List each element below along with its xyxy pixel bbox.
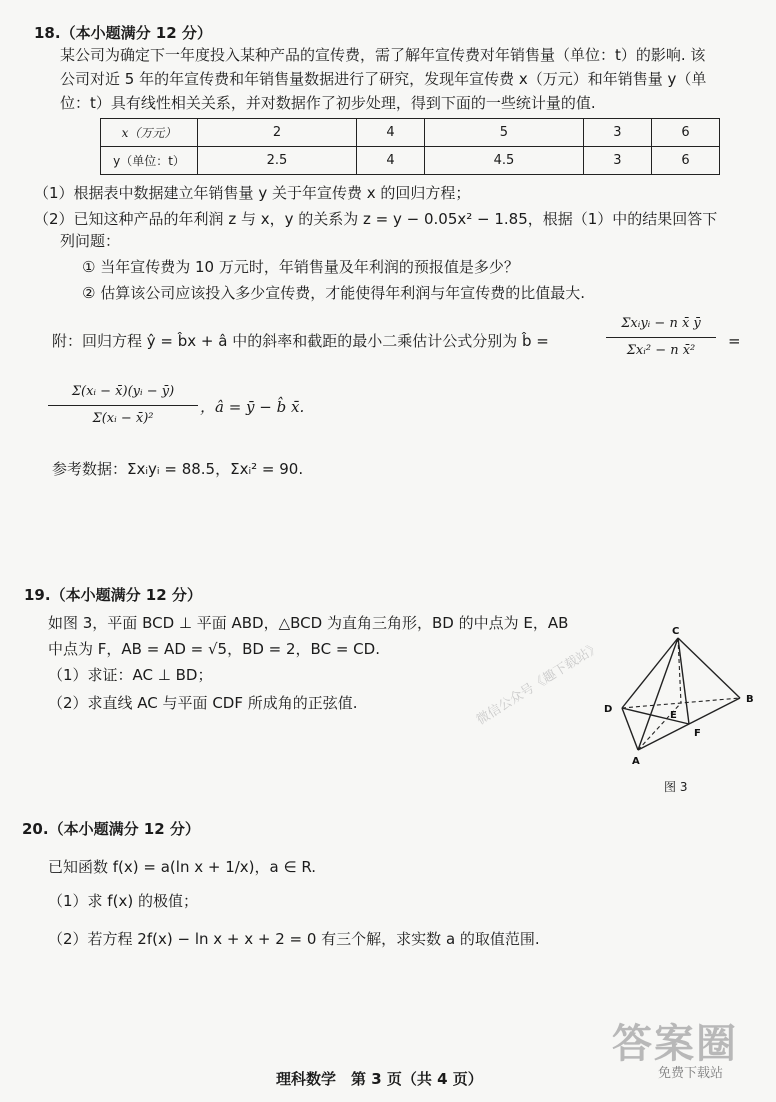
q18-equals: =: [728, 332, 741, 350]
q20-heading: 20.（本小题满分 12 分）: [22, 820, 200, 838]
q18-fraction2-numerator: Σ(xᵢ − x̄)(yᵢ − ȳ): [71, 384, 175, 399]
vertex-label-C: C: [672, 626, 680, 637]
q18-fraction2-denominator: Σ(xᵢ − x̄)²: [92, 411, 154, 426]
table-cell: 6: [651, 119, 719, 147]
q19-sub2: （2）求直线 AC 与平面 CDF 所成角的正弦值.: [48, 694, 358, 712]
q18-fraction2-bar: [48, 405, 198, 406]
q18-note-prefix: 附：回归方程 ŷ = b̂x + â 中的斜率和截距的最小二乘估计公式分别为 b̂ =: [52, 332, 549, 350]
q18-fraction1-bar: [606, 337, 716, 338]
page-footer: 理科数学 第 3 页（共 4 页）: [276, 1070, 483, 1088]
table-row: [101, 147, 720, 175]
q18-sub2-item1: ① 当年宣传费为 10 万元时，年销售量及年利润的预报值是多少？: [82, 258, 519, 276]
q19-paragraph-line1: 如图 3，平面 BCD ⊥ 平面 ABD，△BCD 为直角三角形，BD 的中点为 E，AB: [48, 614, 569, 632]
q19-sub1: （1）求证：AC ⊥ BD；: [48, 666, 213, 684]
table-row: [101, 119, 720, 147]
q18-data-table: [100, 118, 720, 175]
table-row-header-y: y（单位：t）: [101, 147, 198, 175]
table-row-header-x: x（万元）: [101, 119, 198, 147]
table-cell: 5: [424, 119, 583, 147]
q18-sub1: （1）根据表中数据建立年销售量 y 关于年宣传费 x 的回归方程；: [34, 184, 471, 202]
edge-CD: [622, 638, 678, 708]
table-cell: 2: [198, 119, 357, 147]
q18-sub2: （2）已知这种产品的年利润 z 与 x，y 的关系为 z = y − 0.05x² − 1.85，根据（1）中的结果回答下: [34, 210, 718, 228]
table-cell: 6: [651, 147, 719, 175]
table-cell: 4.5: [424, 147, 583, 175]
figure-caption: 图 3: [664, 780, 688, 794]
pyramid-figure: [590, 620, 770, 770]
q18-paragraph-line1: 某公司为确定下一年度投入某种产品的宣传费，需了解年宣传费对年销售量（单位：t）的影响. 该: [60, 46, 706, 64]
table-cell: 4: [356, 119, 424, 147]
table-cell: 3: [583, 119, 651, 147]
vertex-label-A: A: [632, 756, 640, 767]
point-label-E: E: [670, 710, 677, 721]
site-logo: 答案圈: [612, 1021, 738, 1067]
table-cell: 3: [583, 147, 651, 175]
table-cell: 4: [356, 147, 424, 175]
q18-fraction1-numerator: Σxᵢyᵢ − n x̄ ȳ: [621, 316, 701, 331]
table-cell: 2.5: [198, 147, 357, 175]
edge-DA: [622, 708, 638, 750]
vertex-label-D: D: [604, 704, 613, 715]
q18-reference-data: 参考数据：Σxᵢyᵢ = 88.5，Σxᵢ² = 90.: [52, 460, 304, 478]
q19-paragraph-line2: 中点为 F，AB = AD = √5，BD = 2，BC = CD.: [48, 640, 380, 658]
q18-sub2-item2: ② 估算该公司应该投入多少宣传费，才能使得年利润与年宣传费的比值最大.: [82, 284, 585, 302]
q20-function-definition: 已知函数 f(x) = a(ln x + 1/x)，a ∈ R.: [48, 858, 316, 876]
edge-DF: [622, 708, 689, 724]
watermark-text: 微信公众号《趣下载站》: [474, 639, 604, 729]
vertex-label-B: B: [746, 694, 754, 705]
q18-heading: 18.（本小题满分 12 分）: [34, 24, 212, 42]
q18-fraction1-denominator: Σxᵢ² − n x̄²: [626, 343, 696, 358]
q20-sub1: （1）求 f(x) 的极值；: [48, 892, 198, 910]
q19-heading: 19.（本小题满分 12 分）: [24, 586, 202, 604]
q20-sub2: （2）若方程 2f(x) − ln x + x + 2 = 0 有三个解，求实数 a 的取值范围.: [48, 930, 540, 948]
q18-sub2-cont: 列问题：: [60, 232, 121, 250]
edge-CB: [678, 638, 740, 698]
q18-intercept-formula: ，â = ȳ − b̂ x̄.: [200, 398, 305, 416]
point-label-F: F: [694, 728, 701, 739]
site-logo-subtitle: 免费下载站: [658, 1066, 724, 1081]
q18-paragraph-line3: 位：t）具有线性相关关系，并对数据作了初步处理，得到下面的一些统计量的值.: [60, 94, 596, 112]
q18-paragraph-line2: 公司对近 5 年的年宣传费和年销售量数据进行了研究，发现年宣传费 x（万元）和年销售量 y（单: [60, 70, 707, 88]
